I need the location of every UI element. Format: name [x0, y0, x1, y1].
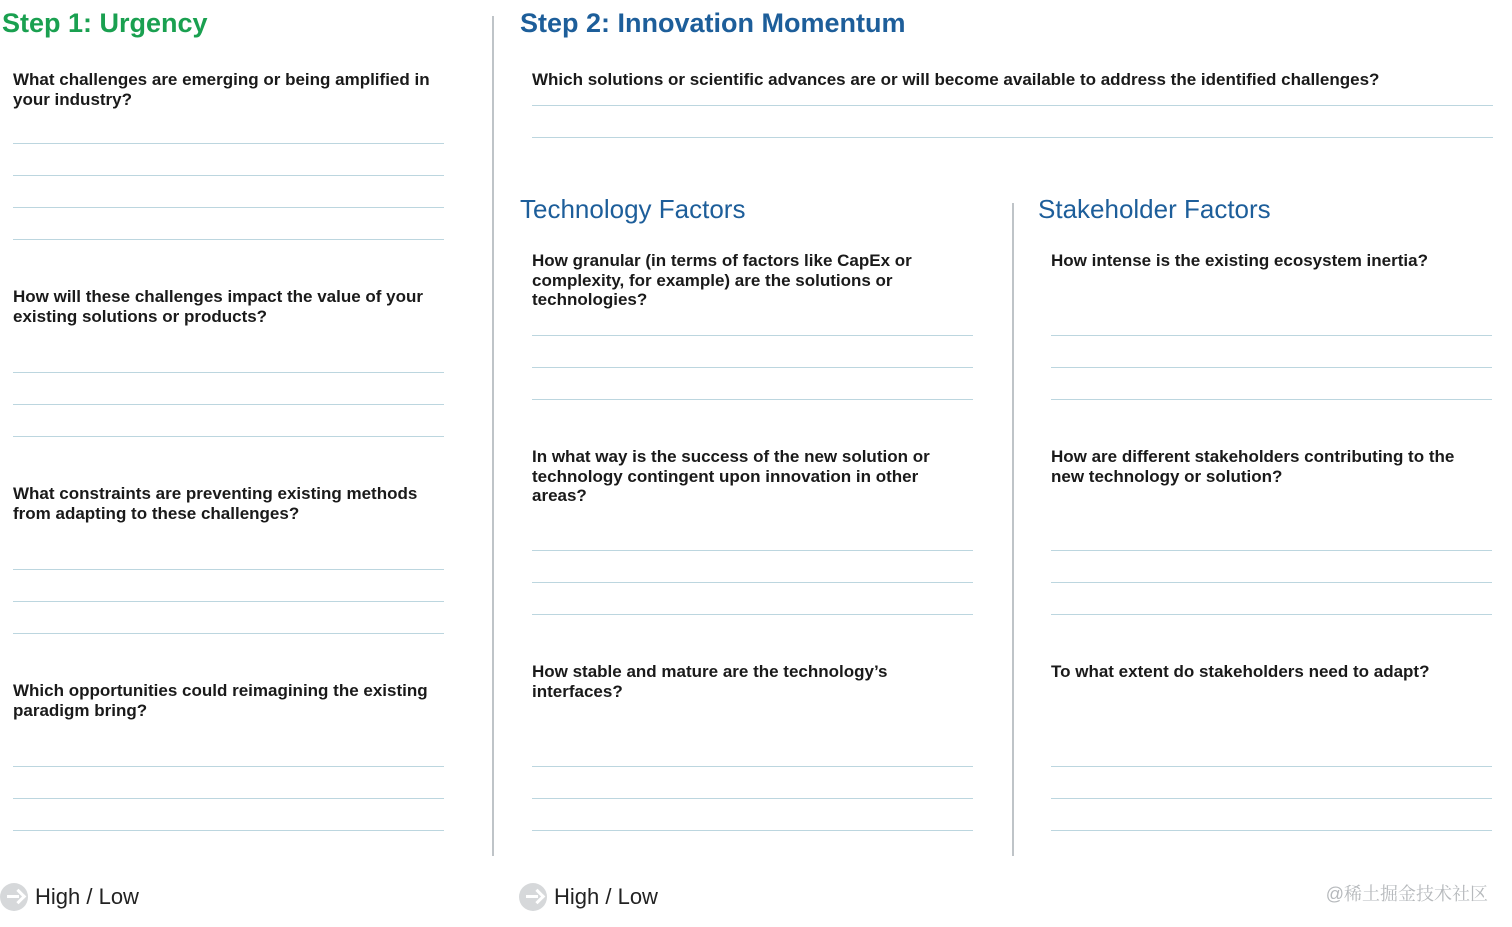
answer-line[interactable]	[13, 207, 444, 208]
arrow-right-icon	[519, 883, 547, 911]
answer-line[interactable]	[13, 372, 444, 373]
answer-line[interactable]	[1051, 399, 1492, 400]
answer-line[interactable]	[532, 137, 1493, 138]
step1-question-3: What constraints are preventing existing methods from adapting to these challenges?	[13, 484, 418, 523]
watermark: @稀土掘金技术社区	[1325, 884, 1488, 904]
column-divider-left	[492, 16, 494, 856]
answer-line[interactable]	[532, 830, 973, 831]
answer-line[interactable]	[13, 175, 444, 176]
stakeholder-factors-heading: Stakeholder Factors	[1038, 194, 1271, 224]
answer-line[interactable]	[13, 569, 444, 570]
answer-line[interactable]	[1051, 766, 1492, 767]
answer-line[interactable]	[532, 399, 973, 400]
stakeholder-question-block-1	[1038, 251, 1504, 411]
answer-line[interactable]	[13, 404, 444, 405]
answer-line[interactable]	[1051, 582, 1492, 583]
answer-line[interactable]	[532, 582, 973, 583]
step1-question-block-4	[0, 681, 456, 841]
step1-question-block-3	[0, 484, 456, 644]
step2-rating[interactable]	[519, 883, 658, 911]
answer-line[interactable]	[13, 830, 444, 831]
arrow-right-icon	[0, 883, 28, 911]
answer-line[interactable]	[1051, 798, 1492, 799]
technology-question-1: How granular (in terms of factors like CapEx or complexity, for example) are the solutions or technologies?	[532, 251, 912, 309]
stakeholder-question-3: To what extent do stakeholders need to adapt?	[1051, 662, 1430, 681]
step1-question-block-2	[0, 287, 456, 447]
technology-question-block-3	[519, 662, 985, 842]
step1-column	[0, 0, 470, 720]
technology-factors-heading: Technology Factors	[520, 194, 746, 224]
stakeholder-question-block-2	[1038, 447, 1504, 627]
answer-line[interactable]	[1051, 367, 1492, 368]
stakeholder-question-1: How intense is the existing ecosystem inertia?	[1051, 251, 1428, 270]
answer-line[interactable]	[532, 550, 973, 551]
step1-question-4: Which opportunities could reimagining the existing paradigm bring?	[13, 681, 428, 720]
step1-question-2: How will these challenges impact the value of your existing solutions or products?	[13, 287, 423, 326]
step1-question-block-1	[0, 70, 456, 250]
technology-question-2: In what way is the success of the new solution or technology contingent upon innovation in other areas?	[532, 447, 930, 505]
step1-question-1: What challenges are emerging or being amplified in your industry?	[13, 70, 430, 109]
answer-line[interactable]	[532, 614, 973, 615]
step2-intro-question: Which solutions or scientific advances are or will become available to address the identified challenges?	[532, 70, 1380, 89]
technology-question-3: How stable and mature are the technology’s interfaces?	[532, 662, 888, 701]
answer-line[interactable]	[13, 601, 444, 602]
answer-line[interactable]	[13, 143, 444, 144]
step1-title: Step 1: Urgency	[2, 8, 208, 38]
answer-line[interactable]	[1051, 550, 1492, 551]
answer-line[interactable]	[13, 766, 444, 767]
technology-question-block-2	[519, 447, 985, 627]
answer-line[interactable]	[532, 105, 1493, 106]
stakeholder-question-2: How are different stakeholders contributing to the new technology or solution?	[1051, 447, 1455, 486]
answer-line[interactable]	[13, 436, 444, 437]
column-divider-right	[1012, 203, 1014, 856]
answer-line[interactable]	[532, 798, 973, 799]
answer-line[interactable]	[13, 798, 444, 799]
technology-question-block-1	[519, 251, 985, 411]
answer-line[interactable]	[13, 239, 444, 240]
step1-rating-label: High / Low	[35, 884, 139, 909]
step2-intro-block	[519, 70, 1505, 150]
step2-title: Step 2: Innovation Momentum	[520, 8, 906, 38]
step2-rating-label: High / Low	[554, 884, 658, 909]
answer-line[interactable]	[532, 766, 973, 767]
answer-line[interactable]	[1051, 830, 1492, 831]
answer-line[interactable]	[1051, 335, 1492, 336]
stakeholder-question-block-3	[1038, 662, 1504, 842]
answer-line[interactable]	[1051, 614, 1492, 615]
answer-line[interactable]	[13, 633, 444, 634]
answer-line[interactable]	[532, 367, 973, 368]
step1-rating[interactable]	[0, 883, 139, 911]
answer-line[interactable]	[532, 335, 973, 336]
